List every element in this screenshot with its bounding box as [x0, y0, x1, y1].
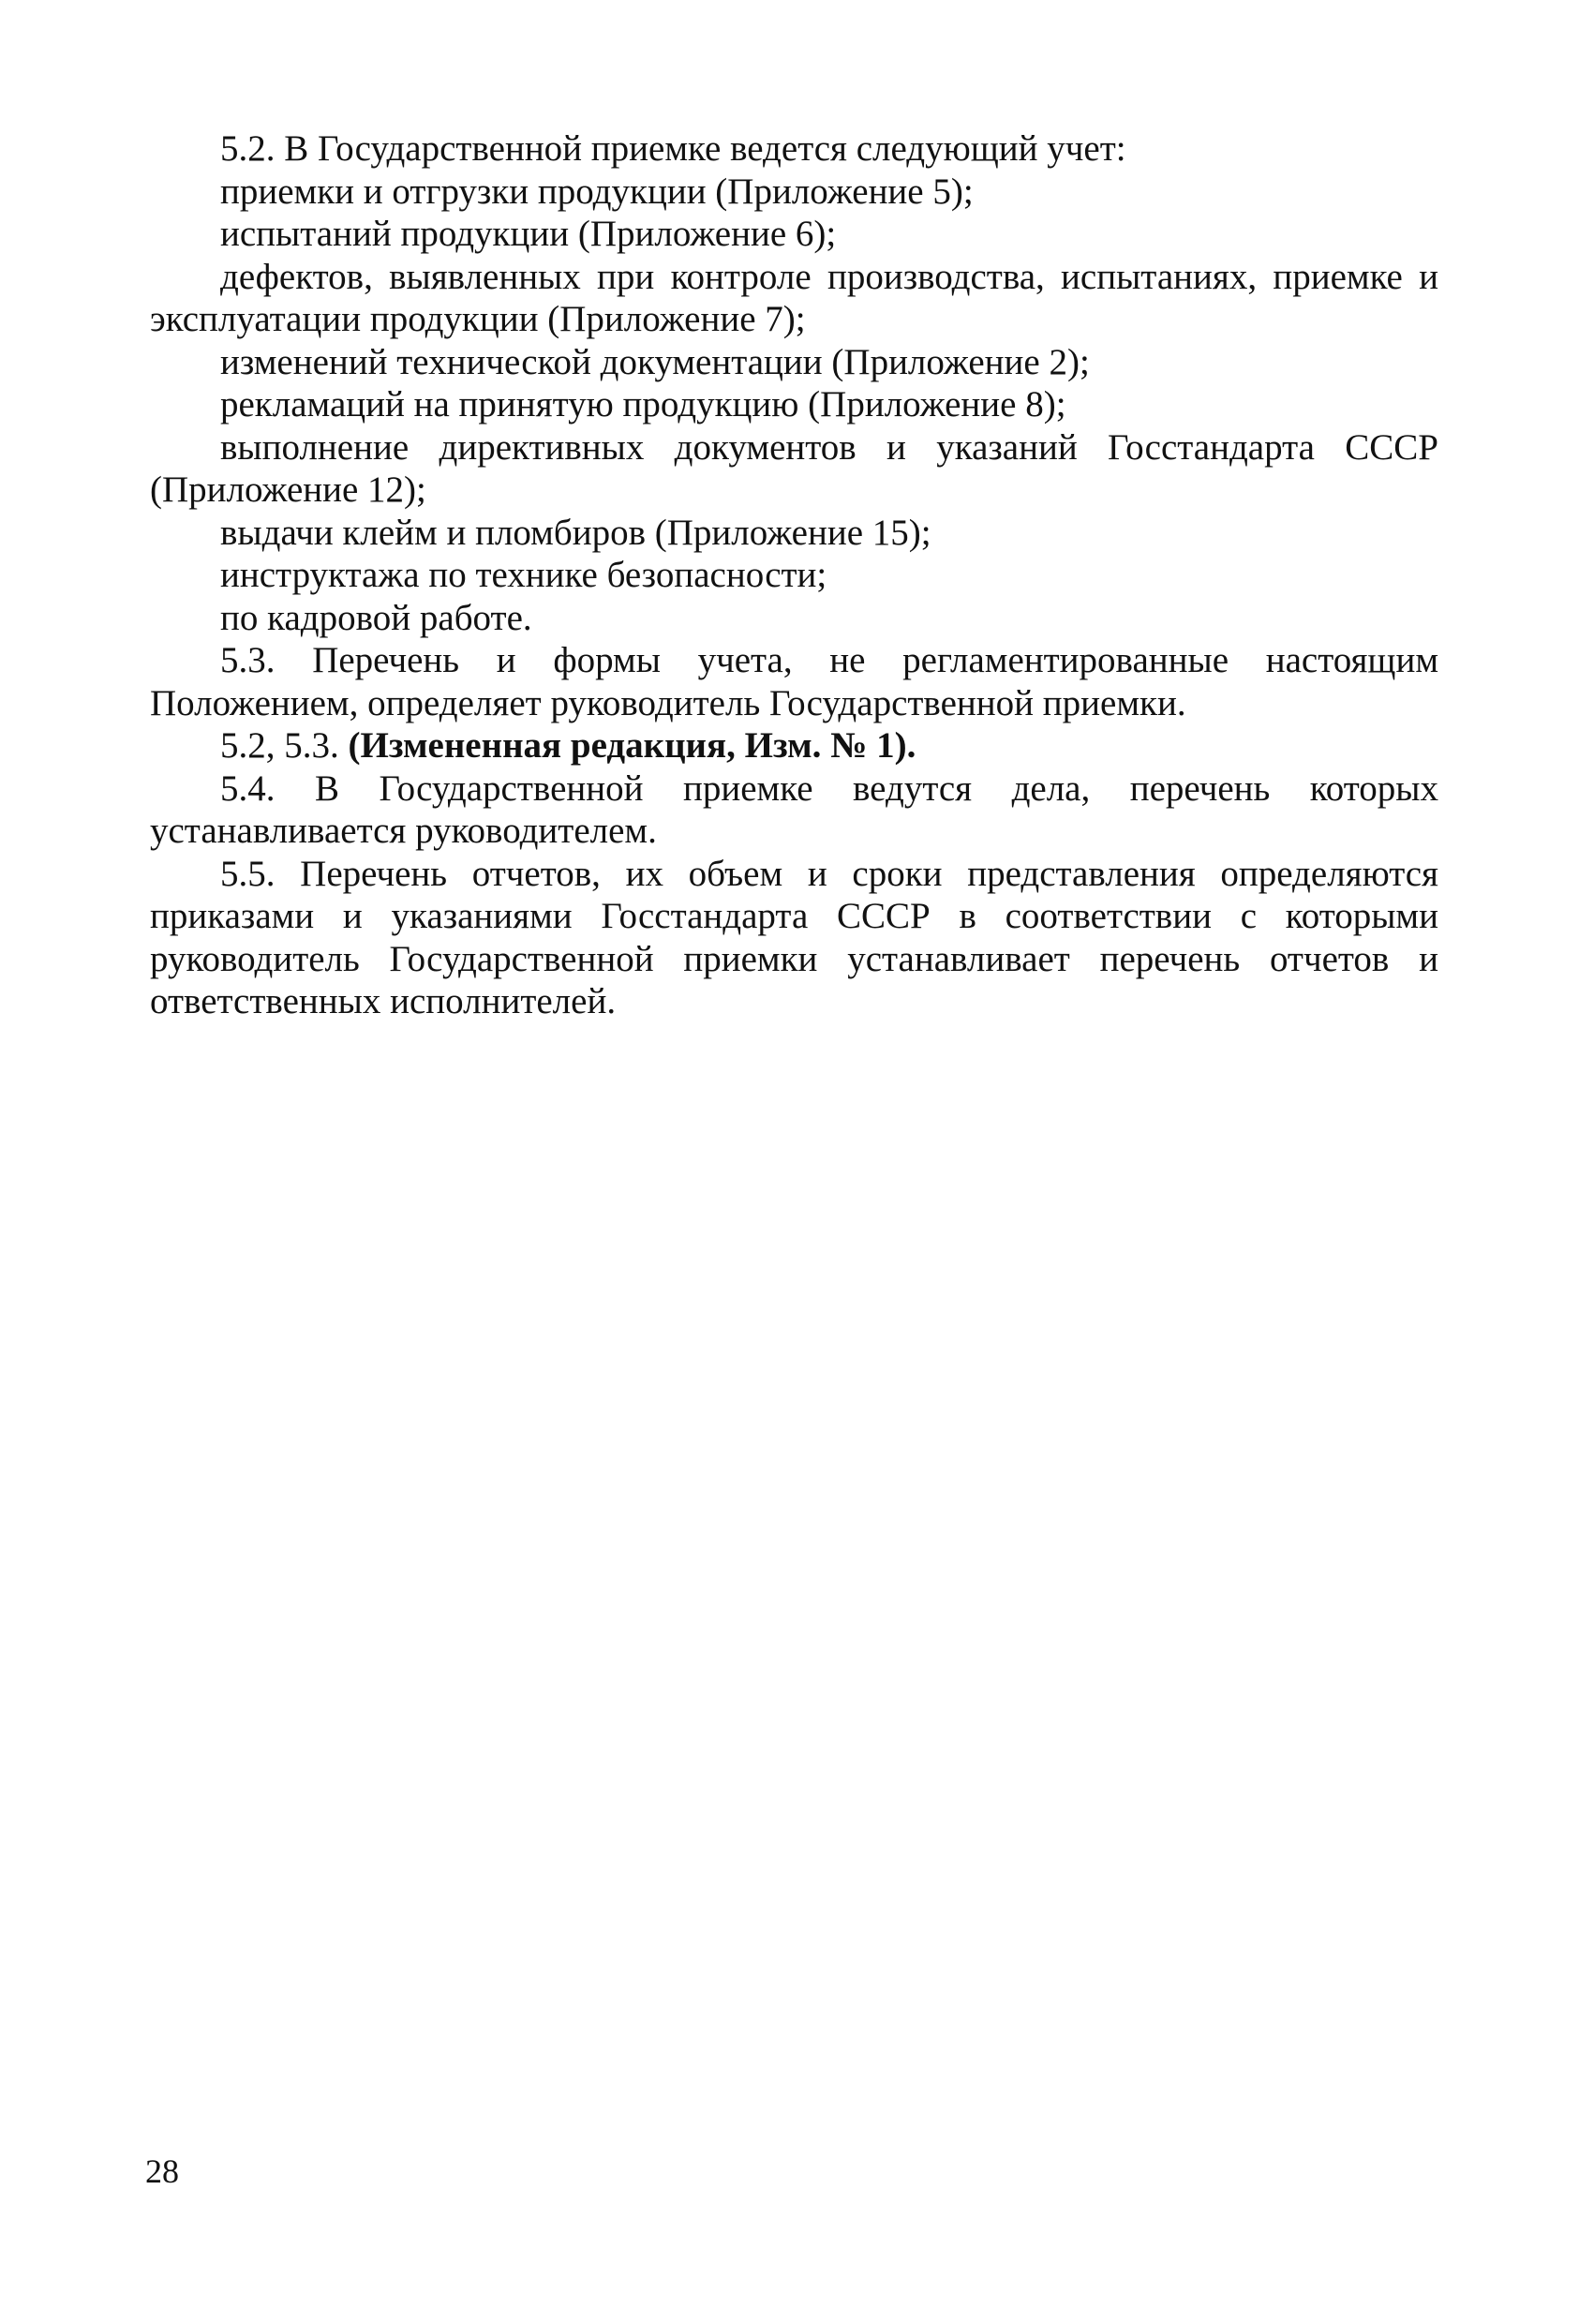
- paragraph-5-2: 5.2. В Государственной приемке ведется следующий учет:: [220, 128, 1126, 169]
- list-item-claims: рекламаций на принятую продукцию (Приложение 8);: [220, 384, 1066, 425]
- amendment-bold: (Измененная редакция, Изм. № 1).: [348, 725, 916, 766]
- paragraph-5-3: 5.3. Перечень и формы учета, не регламентированные настоящим Положением, определяет руководитель Государственной приемки.: [150, 640, 1438, 723]
- amendment-prefix: 5.2, 5.3.: [220, 725, 349, 766]
- list-item-product-tests: испытаний продукции (Приложение 6);: [220, 214, 837, 254]
- amendment-note: [150, 724, 1438, 767]
- list-item-safety-briefing: инструктажа по технике безопасности;: [220, 555, 827, 595]
- list-item-stamps-seals: выдачи клейм и пломбиров (Приложение 15);: [220, 512, 931, 553]
- list-item-defects: дефектов, выявленных при контроле производства, испытаниях, приемке и эксплуатации продукции (Приложение 7);: [150, 256, 1438, 339]
- list-item-documentation-changes: изменений технической документации (Приложение 2);: [220, 341, 1090, 382]
- list-item-directives: выполнение директивных документов и указаний Госстандарта СССР (Приложение 12);: [150, 426, 1438, 510]
- document-body: [150, 127, 1438, 1023]
- list-item-personnel: по кадровой работе.: [220, 597, 532, 638]
- list-item-acceptance-shipment: приемки и отгрузки продукции (Приложение 5);: [220, 171, 974, 212]
- paragraph-5-5: 5.5. Перечень отчетов, их объем и сроки представления определяются приказами и указаниями Госстандарта СССР в соответствии с которыми руководитель Государственной приемки устанавливает перечень отчетов и ответственных исполнителей.: [150, 853, 1438, 1021]
- page-number: 28: [145, 2153, 179, 2190]
- paragraph-5-4: 5.4. В Государственной приемке ведутся дела, перечень которых устанавливается руководителем.: [150, 767, 1438, 851]
